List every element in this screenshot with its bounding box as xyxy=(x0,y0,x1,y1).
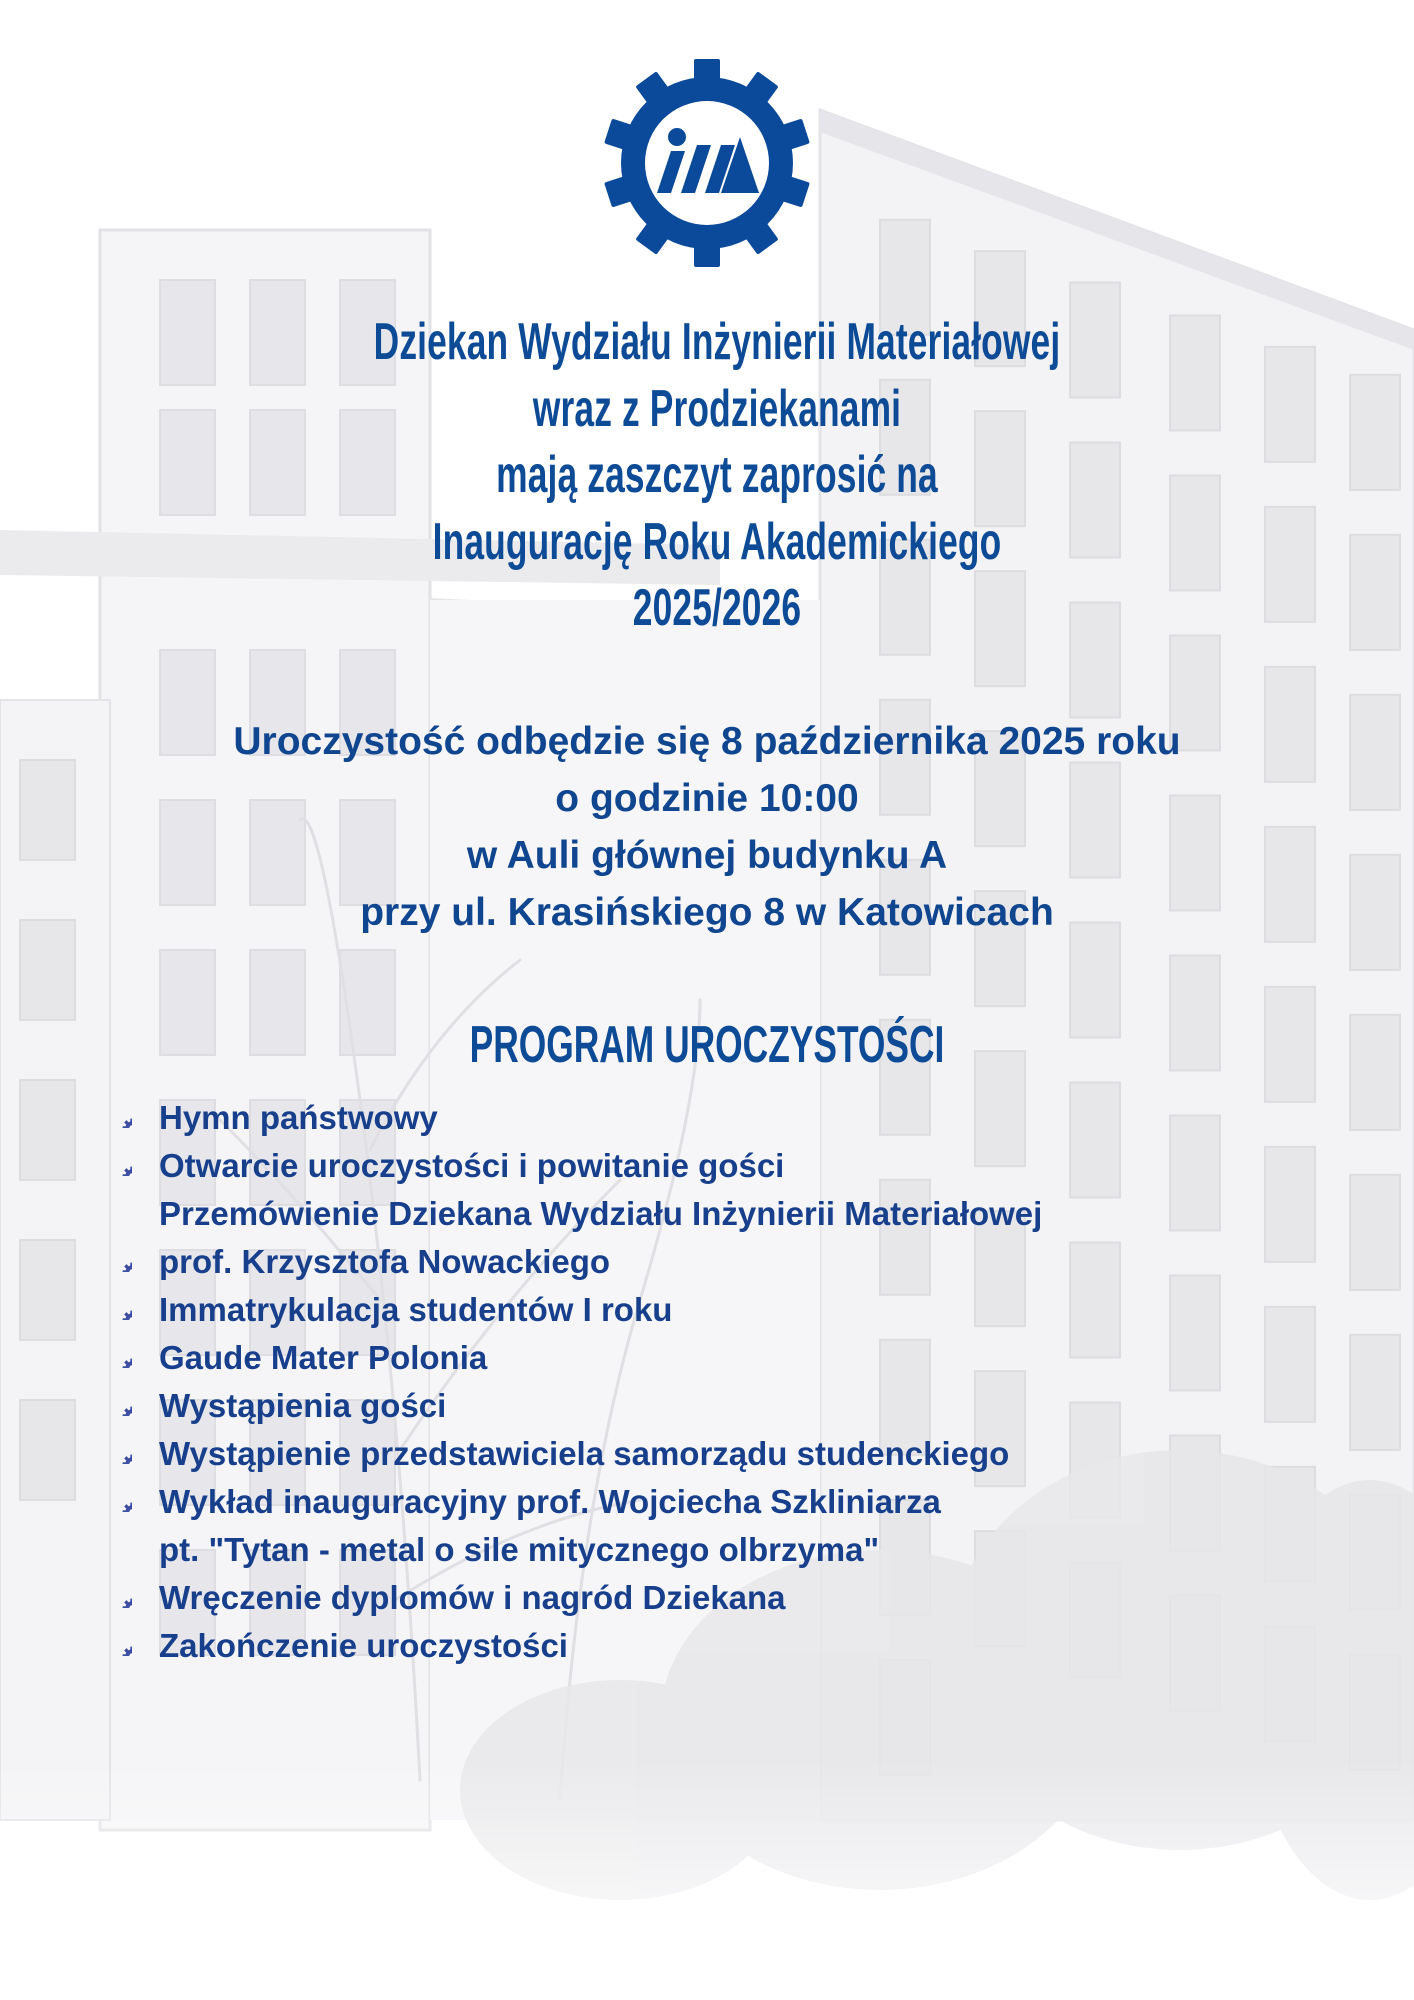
event-date: Uroczystość odbędzie się 8 października 2025 roku xyxy=(233,720,1181,763)
program-item-text: Immatrykulacja studentów I roku xyxy=(159,1291,673,1328)
program-item-text: pt. "Tytan - metal o sile mitycznego olbrzyma" xyxy=(159,1531,880,1568)
program-item xyxy=(0,1478,1414,1526)
program-item-text: Wykład inauguracyjny prof. Wojciecha Szkliniarza xyxy=(159,1483,941,1520)
program-item-text: Hymn państwowy xyxy=(159,1099,438,1136)
program-item-text: Otwarcie uroczystości i powitanie gości xyxy=(159,1147,785,1184)
program-list xyxy=(0,1094,1414,1670)
gear-bullet-icon xyxy=(112,1348,132,1368)
program-item xyxy=(0,1286,1414,1334)
event-time: o godzinie 10:00 xyxy=(555,777,859,820)
event-details xyxy=(0,713,1414,941)
program-item-text: Gaude Mater Polonia xyxy=(159,1339,488,1376)
program-item xyxy=(0,1382,1414,1430)
program-item-text: Wręczenie dyplomów i nagród Dziekana xyxy=(159,1579,786,1616)
program-item xyxy=(0,1430,1414,1478)
gear-bullet-icon xyxy=(112,1156,132,1176)
gear-bullet-icon xyxy=(112,1492,132,1512)
program-item-text: prof. Krzysztofa Nowackiego xyxy=(159,1243,611,1280)
title-line-invite: mają zaszczyt zaprosić na xyxy=(496,446,938,504)
gear-bullet-icon xyxy=(112,1588,132,1608)
program-item xyxy=(0,1574,1414,1622)
program-item xyxy=(0,1334,1414,1382)
gear-bullet-icon xyxy=(112,1108,132,1128)
event-address: przy ul. Krasińskiego 8 w Katowicach xyxy=(360,891,1054,934)
gear-bullet-icon xyxy=(112,1252,132,1272)
program-item-text: Przemówienie Dziekana Wydziału Inżynierii Materiałowej xyxy=(159,1195,1043,1232)
invitation-title xyxy=(20,309,1414,642)
gear-logo-icon xyxy=(597,53,817,273)
program-item xyxy=(0,1622,1414,1670)
gear-bullet-icon xyxy=(112,1396,132,1416)
program-item-text: Wystąpienia gości xyxy=(159,1387,447,1424)
gear-bullet-icon xyxy=(112,1300,132,1320)
event-venue: w Auli głównej budynku A xyxy=(466,834,948,877)
program-item-text: Wystąpienie przedstawiciela samorządu studenckiego xyxy=(159,1435,1010,1472)
program-item xyxy=(0,1142,1414,1190)
program-item xyxy=(0,1094,1414,1142)
program-heading: PROGRAM UROCZYSTOŚCI xyxy=(469,1016,945,1074)
program-item xyxy=(0,1190,1414,1238)
gear-bullet-icon xyxy=(112,1444,132,1464)
title-line-academic-year: 2025/2026 xyxy=(632,579,802,637)
program-item xyxy=(0,1238,1414,1286)
title-line-vice-deans: wraz z Prodziekanami xyxy=(532,379,902,438)
program-item xyxy=(0,1526,1414,1574)
gear-bullet-icon xyxy=(112,1636,132,1656)
program-item-text: Zakończenie uroczystości xyxy=(159,1627,568,1664)
title-line-inauguration: Inaugurację Roku Akademickiego xyxy=(432,512,1002,571)
title-line-dean: Dziekan Wydziału Inżynierii Materiałowej xyxy=(373,313,1061,371)
